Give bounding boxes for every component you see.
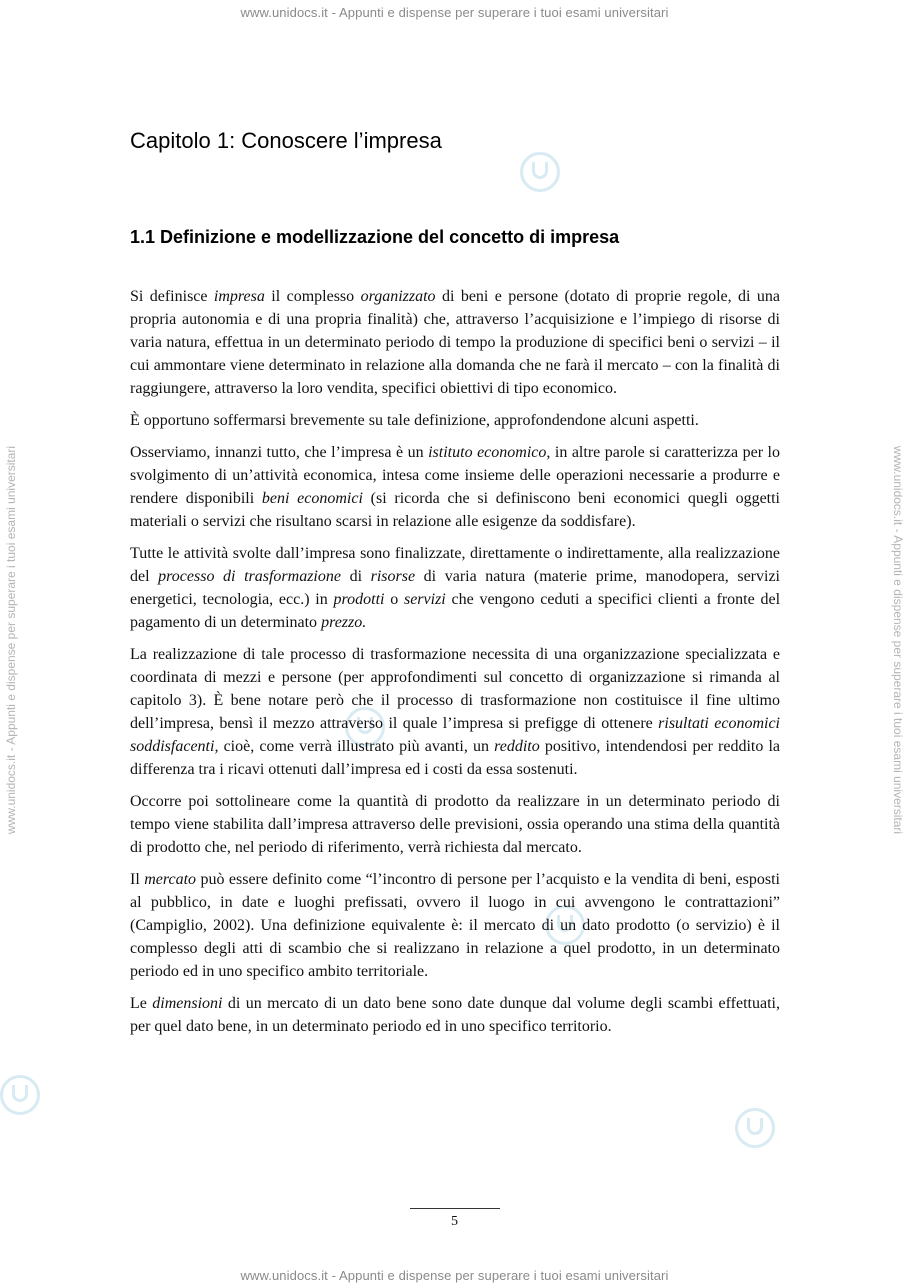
italic-term: prodotti <box>333 591 385 608</box>
paragraph <box>130 790 780 859</box>
watermark-left: www.unidocs.it - Appunti e dispense per superare i tuoi esami universitari <box>4 445 18 835</box>
italic-term: risorse <box>370 568 416 585</box>
text-run: La realizzazione di tale processo di trasformazione necessita di una organizzazione specializzata e coordinata di mezzi e persone (per approfondimenti sul concetto di organizzazione si rimanda al capitolo 3). È bene notare però che il processo di trasformazione non costituisce il fine ultimo dell’impresa, bensì il mezzo attraverso il quale l’impresa si prefigge di ottenere <box>130 646 780 732</box>
text-run: (si ricorda che si definiscono beni economici quegli oggetti materiali o servizi che risultano scarsi in relazione alle esigenze da soddisfare). <box>130 490 781 530</box>
text-run: in altre parole si caratterizza per lo svolgimento di un’attività economica, intesa come insieme delle operazioni necessarie a produrre e rendere disponibili <box>130 444 780 507</box>
text-run: di <box>340 568 371 585</box>
footer-rule <box>410 1208 500 1209</box>
paragraph <box>130 868 780 983</box>
italic-term: beni economici <box>261 490 363 507</box>
unidocs-logo-icon <box>0 1075 40 1115</box>
text-run: di beni e persone (dotato di proprie regole, di una propria autonomia e di una propria finalità) che, attraverso l’acquisizione e l’impiego di risorse di varia natura, effettua in un determinato periodo di tempo la produzione di specifici beni o servizi – il cui ammontare viene determinato in relazione alla domanda che ne farà il mercato – con la finalità di raggiungere, attraverso la loro vendita, specifici obiettivi di tipo economico. <box>130 288 781 397</box>
text-run: Tutte le attività svolte dall’impresa sono finalizzate, direttamente o indirettamente, alla realizzazione del <box>130 545 780 585</box>
text-run: positivo, intendendosi per reddito la differenza tra i ricavi ottenuti dall’impresa ed i costi da essa sostenuti. <box>130 738 781 778</box>
watermark-right: www.unidocs.it - Appunti e dispense per superare i tuoi esami universitari <box>891 445 905 835</box>
italic-term: impresa <box>213 288 265 305</box>
italic-term: organizzato <box>360 288 436 305</box>
text-run: il complesso <box>264 288 361 305</box>
body-text <box>130 285 780 1047</box>
watermark-top: www.unidocs.it - Appunti e dispense per superare i tuoi esami universitari <box>240 5 669 20</box>
italic-term: istituto economico, <box>428 444 551 461</box>
watermark-bottom: www.unidocs.it - Appunti e dispense per superare i tuoi esami universitari <box>240 1268 669 1283</box>
text-run: che vengono ceduti a specifici clienti a fronte del pagamento di un determinato <box>130 591 781 631</box>
text-run: può essere definito come “l’incontro di persone per l’acquisto e la vendita di beni, esposti al pubblico, in date e luoghi prefissati, ovvero il luogo in cui avvengono le contrattazioni” (Campiglio, 2002). Una definizione equivalente è: il mercato di un dato prodotto (o servizio) è il complesso degli atti di scambio che si realizzano in relazione a quel prodotto, in un determinato periodo ed in uno specifico ambito territoriale. <box>130 871 780 980</box>
italic-term: servizi <box>403 591 446 608</box>
italic-term: mercato <box>144 871 197 888</box>
paragraph <box>130 643 780 781</box>
text-run: di un mercato di un dato bene sono date dunque dal volume degli scambi effettuati, per quel dato bene, in un determinato periodo ed in uno specifico territorio. <box>130 995 780 1035</box>
italic-term: prezzo. <box>321 614 367 631</box>
text-run: di varia natura (materie prime, manodopera, servizi energetici, tecnologia, ecc.) in <box>130 568 780 608</box>
paragraph <box>130 542 780 634</box>
text-run: Osserviamo, innanzi tutto, che l’impresa è un <box>130 444 429 461</box>
chapter-title: Capitolo 1: Conoscere l’impresa <box>130 128 442 153</box>
text-run: Si definisce <box>130 288 214 305</box>
text-run: cioè, come verrà illustrato più avanti, un <box>218 738 495 755</box>
italic-term: processo di trasformazione <box>158 568 341 585</box>
paragraph <box>130 285 780 400</box>
page-number: 5 <box>451 1214 458 1229</box>
italic-term: reddito <box>494 738 540 755</box>
text-run: o <box>384 591 404 608</box>
text-run: Occorre poi sottolineare come la quantità di prodotto da realizzare in un determinato periodo di tempo viene stabilita dall’impresa attraverso delle previsioni, ossia operando una stima della quantità di prodotto che, nel periodo di riferimento, verrà richiesta dal mercato. <box>130 793 780 856</box>
italic-term: dimensioni <box>152 995 223 1012</box>
section-title: 1.1 Definizione e modellizzazione del concetto di impresa <box>130 227 620 247</box>
text-run: È opportuno soffermarsi brevemente su tale definizione, approfondendone alcuni aspetti. <box>130 412 699 429</box>
text-run: Le <box>130 995 153 1012</box>
italic-term: risultati economici soddisfacenti, <box>130 715 780 755</box>
paragraph <box>130 409 780 432</box>
unidocs-logo-icon <box>520 152 560 192</box>
text-run: Il <box>130 871 145 888</box>
unidocs-logo-icon <box>735 1108 775 1148</box>
paragraph <box>130 441 780 533</box>
paragraph <box>130 992 780 1038</box>
